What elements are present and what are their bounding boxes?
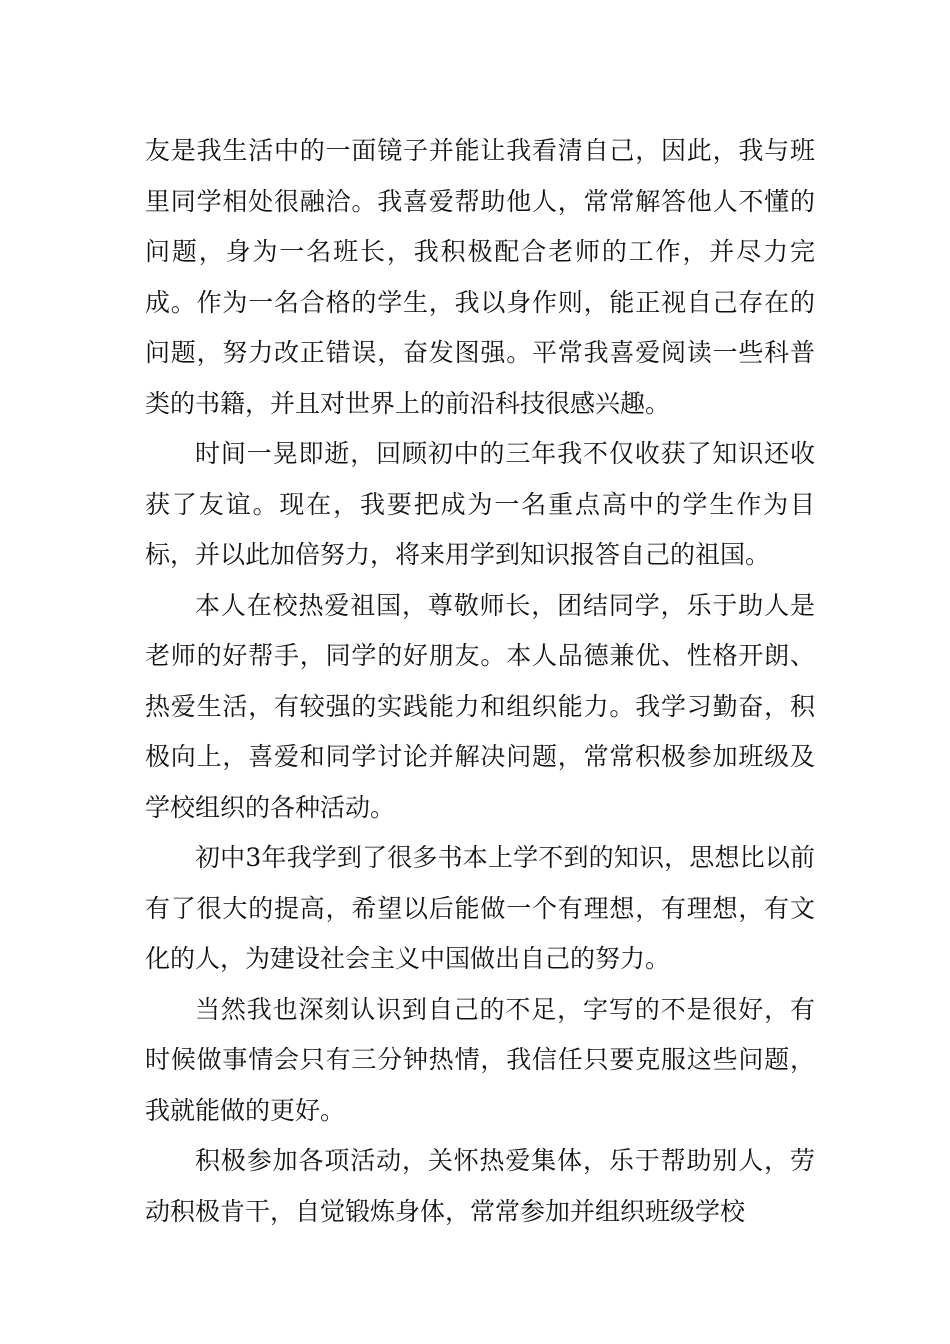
paragraph-2: 时间一晃即逝，回顾初中的三年我不仅收获了知识还收获了友谊。现在，我要把成为一名重点高中的学生作为目标，并以此加倍努力，将来用学到知识报答自己的祖国。	[145, 439, 815, 569]
paragraph-6: 积极参加各项活动，关怀热爱集体，乐于帮助别人，劳动积极肯干，自觉锻炼身体，常常参加并组织班级学校	[145, 1146, 815, 1226]
paragraph-5: 当然我也深刻认识到自己的不足，字写的不是很好，有时候做事情会只有三分钟热情，我信任只要克服这些问题，我就能做的更好。	[145, 994, 815, 1125]
paragraph-3: 本人在校热爱祖国，尊敬师长，团结同学，乐于助人是老师的好帮手，同学的好朋友。本人品德兼优、性格开朗、热爱生活，有较强的实践能力和组织能力。我学习勤奋，积极向上，喜爱和同学讨论并解决问题，常常积极参加班级及学校组织的各种活动。	[145, 590, 815, 822]
document-body	[145, 126, 815, 1237]
paragraph-1: 友是我生活中的一面镜子并能让我看清自己，因此，我与班里同学相处很融洽。我喜爱帮助他人，常常解答他人不懂的问题，身为一名班长，我积极配合老师的工作，并尽力完成。作为一名合格的学生，我以身作则，能正视自己存在的问题，努力改正错误，奋发图强。平常我喜爱阅读一些科普类的书籍，并且对世界上的前沿科技很感兴趣。	[145, 136, 815, 418]
paragraph-4: 初中3年我学到了很多书本上学不到的知识，思想比以前有了很大的提高，希望以后能做一个有理想，有理想，有文化的人，为建设社会主义中国做出自己的努力。	[145, 843, 815, 973]
